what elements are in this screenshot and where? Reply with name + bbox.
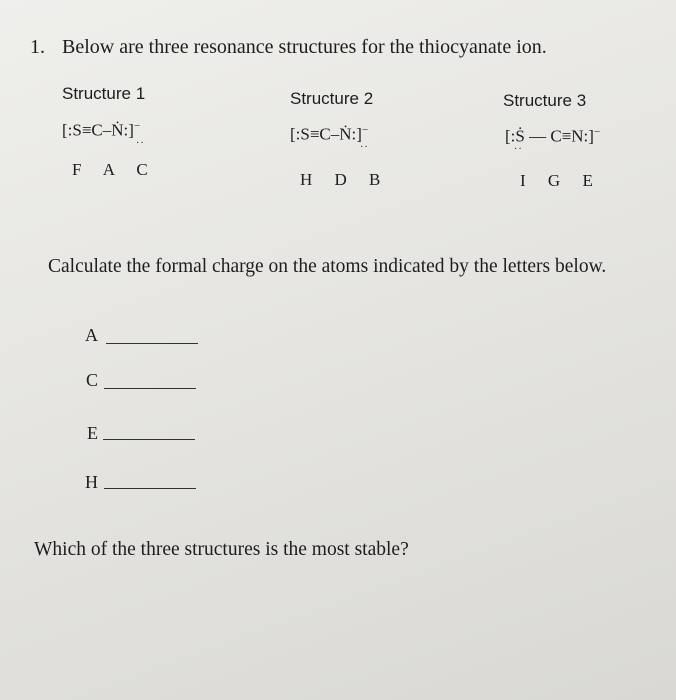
- lone-pair-dots: ··: [514, 144, 523, 155]
- structure-1-formula-text: [:S≡C–Ṅ:]: [62, 120, 134, 140]
- question-text: Below are three resonance structures for the thiocyanate ion.: [62, 36, 547, 58]
- answer-blank-a[interactable]: [106, 343, 198, 344]
- structure-3-atom-letters: I G E: [520, 171, 602, 190]
- structure-1-atom-letters: F A C: [72, 160, 157, 179]
- lone-pair-dots: ··: [360, 142, 369, 153]
- final-question: Which of the three structures is the most stable?: [34, 539, 409, 560]
- structure-1-charge: −: [133, 120, 141, 132]
- structure-3-charge: −: [593, 126, 601, 138]
- answer-label-e: E: [87, 423, 98, 443]
- answer-blank-e[interactable]: [103, 439, 195, 440]
- structure-2-label: Structure 2: [290, 89, 374, 108]
- structure-2-atom-letters: H D B: [300, 170, 390, 189]
- lone-pair-dots: ··: [136, 138, 145, 149]
- structure-1-formula: [62, 120, 140, 141]
- answer-blank-c[interactable]: [104, 388, 196, 389]
- structure-2-formula-text: [:S≡C–Ṅ:]: [290, 124, 362, 144]
- answer-label-c: C: [85, 370, 98, 390]
- structure-3-label: Structure 3: [503, 91, 587, 110]
- question-number: 1.: [30, 36, 45, 58]
- structure-3-formula-text: [:Ṡ — C≡N:]: [505, 126, 594, 146]
- answer-blank-h[interactable]: [104, 488, 196, 489]
- structure-2-formula: [290, 124, 368, 145]
- structure-2-charge: −: [361, 124, 369, 136]
- answer-label-a: A: [85, 325, 98, 345]
- answer-label-h: H: [85, 472, 98, 492]
- instruction-text: Calculate the formal charge on the atoms indicated by the letters below.: [48, 256, 607, 277]
- structure-1-label: Structure 1: [62, 84, 146, 103]
